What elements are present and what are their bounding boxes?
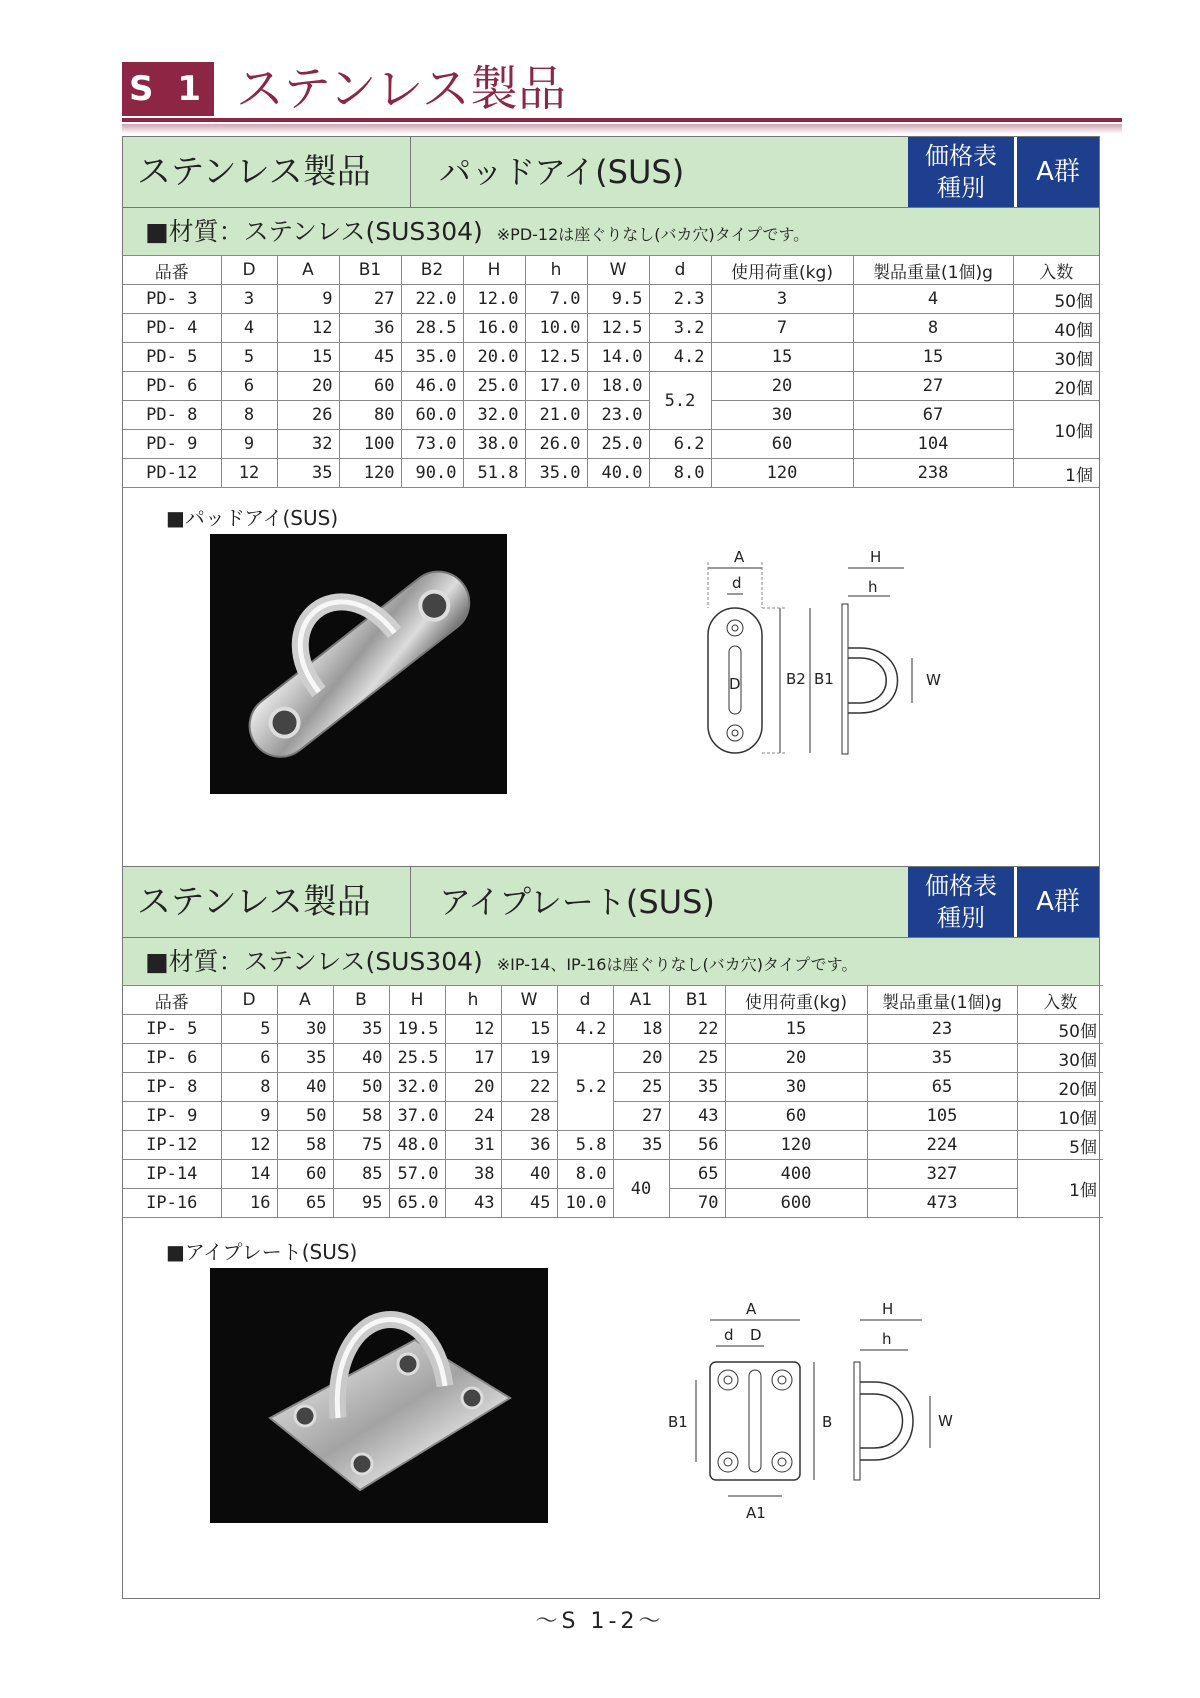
column-header: 使用荷重(kg) (711, 256, 853, 285)
pad-eye-note: ※PD-12は座ぐりなし(バカ穴)タイプです。 (496, 225, 810, 244)
table-cell: IP- 8 (123, 1073, 221, 1102)
table-cell: 50個 (1017, 1015, 1103, 1044)
table-cell: 35 (277, 459, 339, 488)
page-title: ステンレス製品 (236, 61, 567, 117)
eye-plate-dimension-diagram (668, 1300, 968, 1530)
table-cell: 17.0 (525, 372, 587, 401)
eye-plate-price-type-label (908, 867, 1014, 937)
table-cell: 32 (277, 430, 339, 459)
table-cell: 40 (501, 1160, 557, 1189)
table-cell: 67 (853, 401, 1013, 430)
table-cell: 12 (221, 459, 277, 488)
table-cell: 35.0 (401, 343, 463, 372)
price-label-line-2: 種別 (937, 174, 985, 202)
table-cell: 6 (221, 1044, 277, 1073)
table-cell: 36 (501, 1131, 557, 1160)
table-row (123, 314, 1099, 343)
dimension-label-a: A (746, 1300, 757, 1318)
table-cell: 21.0 (525, 401, 587, 430)
pad-eye-spec-table (123, 255, 1099, 488)
table-cell: 50 (333, 1073, 389, 1102)
eye-plate-title-bar (123, 867, 1099, 937)
table-cell: 4 (221, 314, 277, 343)
table-cell: PD- 5 (123, 343, 221, 372)
price-label-line-2: 種別 (937, 904, 985, 932)
table-row (123, 1044, 1103, 1073)
table-cell: 10.0 (557, 1189, 613, 1218)
column-header: B (333, 986, 389, 1015)
table-cell: 27 (853, 372, 1013, 401)
table-cell: 35 (333, 1015, 389, 1044)
table-cell: 14 (221, 1160, 277, 1189)
column-header: d (557, 986, 613, 1015)
column-header: 使用荷重(kg) (725, 986, 867, 1015)
column-header: B1 (339, 256, 401, 285)
table-cell: 120 (725, 1131, 867, 1160)
table-cell: 6 (221, 372, 277, 401)
dimension-label-d-small: d (724, 1326, 734, 1344)
table-cell: 400 (725, 1160, 867, 1189)
table-cell: 15 (711, 343, 853, 372)
column-header: D (221, 256, 277, 285)
table-cell: 9 (277, 285, 339, 314)
dimension-label-d-large: D (729, 675, 741, 693)
pad-eye-photo-caption: ■パッドアイ(SUS) (166, 506, 339, 530)
table-cell: 26.0 (525, 430, 587, 459)
eye-plate-photo-caption: ■アイプレート(SUS) (166, 1240, 358, 1264)
table-cell: 30個 (1013, 343, 1099, 372)
column-header: A (277, 986, 333, 1015)
table-cell: 120 (339, 459, 401, 488)
table-cell: 10個 (1017, 1102, 1103, 1131)
table-cell: 100 (339, 430, 401, 459)
table-cell: 3.2 (649, 314, 711, 343)
table-cell: 30個 (1017, 1044, 1103, 1073)
table-row (123, 1073, 1103, 1102)
table-cell: 50個 (1013, 285, 1099, 314)
table-cell: 50 (277, 1102, 333, 1131)
dimension-label-b1: B1 (814, 670, 834, 688)
table-cell: 8.0 (557, 1160, 613, 1189)
eye-plate-product-name: アイプレート(SUS) (411, 867, 908, 937)
eye-plate-note: ※IP-14、IP-16は座ぐりなし(バカ穴)タイプです。 (496, 955, 858, 974)
pad-eye-price-type-label (908, 137, 1014, 207)
table-row (123, 1102, 1103, 1131)
table-row (123, 401, 1099, 430)
table-cell: 51.8 (463, 459, 525, 488)
table-cell: 20 (277, 372, 339, 401)
table-cell: 60 (339, 372, 401, 401)
table-cell: IP- 5 (123, 1015, 221, 1044)
table-cell: 473 (867, 1189, 1017, 1218)
table-cell: 15 (277, 343, 339, 372)
eye-plate-price-group: A群 (1014, 867, 1099, 937)
table-cell: PD- 4 (123, 314, 221, 343)
table-cell: 45 (501, 1189, 557, 1218)
table-cell: 7 (711, 314, 853, 343)
eye-plate-material: ■材質：ステンレス(SUS304) (145, 947, 483, 976)
table-cell: 28 (501, 1102, 557, 1131)
table-cell: 22.0 (401, 285, 463, 314)
table-cell: 8.0 (649, 459, 711, 488)
price-label-line-1: 価格表 (925, 142, 997, 170)
column-header: W (587, 256, 649, 285)
table-cell: 56 (669, 1131, 725, 1160)
dimension-label-w: W (926, 671, 941, 689)
table-cell: 25.5 (389, 1044, 445, 1073)
table-cell: 25.0 (587, 430, 649, 459)
table-cell: 60 (711, 430, 853, 459)
column-header: 製品重量(1個)g (853, 256, 1013, 285)
table-cell: 5個 (1017, 1131, 1103, 1160)
table-cell: 43 (445, 1189, 501, 1218)
eye-plate-photo (210, 1268, 548, 1523)
table-cell: 6.2 (649, 430, 711, 459)
table-cell: 19 (501, 1044, 557, 1073)
table-cell: 8 (853, 314, 1013, 343)
table-cell: 40 (277, 1073, 333, 1102)
table-cell: 15 (501, 1015, 557, 1044)
table-cell-merged: 10個 (1013, 401, 1099, 459)
table-cell: 20 (725, 1044, 867, 1073)
table-cell: 4 (853, 285, 1013, 314)
table-cell: 25 (669, 1044, 725, 1073)
dimension-label-d-small: d (732, 574, 742, 592)
table-cell: 4.2 (557, 1015, 613, 1044)
table-cell: 80 (339, 401, 401, 430)
table-cell: 32.0 (463, 401, 525, 430)
table-cell: 60 (277, 1160, 333, 1189)
table-cell: 22 (669, 1015, 725, 1044)
table-cell: 27 (339, 285, 401, 314)
table-cell: 30 (711, 401, 853, 430)
table-cell: 20 (711, 372, 853, 401)
column-header: 製品重量(1個)g (867, 986, 1017, 1015)
table-cell: 65 (867, 1073, 1017, 1102)
table-cell: 3 (221, 285, 277, 314)
pad-eye-title-bar (123, 137, 1099, 207)
column-header: 品番 (123, 256, 221, 285)
table-cell: 38 (445, 1160, 501, 1189)
pad-eye-material-row (123, 207, 1099, 255)
table-cell: 60.0 (401, 401, 463, 430)
table-cell: 35.0 (525, 459, 587, 488)
table-cell: 40.0 (587, 459, 649, 488)
table-cell: 15 (725, 1015, 867, 1044)
table-cell: 7.0 (525, 285, 587, 314)
table-cell: 16.0 (463, 314, 525, 343)
table-cell: 5.8 (557, 1131, 613, 1160)
table-cell: 30 (277, 1015, 333, 1044)
column-header: A1 (613, 986, 669, 1015)
table-cell: 12 (221, 1131, 277, 1160)
table-cell: 8 (221, 1073, 277, 1102)
table-cell: 28.5 (401, 314, 463, 343)
table-cell: 48.0 (389, 1131, 445, 1160)
table-cell: IP- 6 (123, 1044, 221, 1073)
table-cell: 35 (277, 1044, 333, 1073)
header-rule-shadow (122, 124, 1122, 134)
table-cell: 75 (333, 1131, 389, 1160)
column-header: W (501, 986, 557, 1015)
table-cell-merged: 40 (613, 1160, 669, 1218)
table-cell: 20個 (1013, 372, 1099, 401)
column-header: 品番 (123, 986, 221, 1015)
dimension-label-b: B (822, 1413, 833, 1431)
dimension-label-w: W (938, 1412, 953, 1430)
table-cell: 12.0 (463, 285, 525, 314)
column-header: d (649, 256, 711, 285)
table-cell: 58 (333, 1102, 389, 1131)
table-cell: 3 (711, 285, 853, 314)
pad-eye-product-name: パッドアイ(SUS) (411, 137, 908, 207)
table-cell: 23 (867, 1015, 1017, 1044)
column-header: A (277, 256, 339, 285)
pad-eye-category: ステンレス製品 (123, 137, 411, 207)
table-cell: 8 (221, 401, 277, 430)
table-cell: 600 (725, 1189, 867, 1218)
table-cell: IP-12 (123, 1131, 221, 1160)
table-cell: 20 (613, 1044, 669, 1073)
eye-plate-material-row (123, 937, 1099, 985)
table-cell: 12.5 (587, 314, 649, 343)
dimension-label-a1: A1 (746, 1504, 766, 1522)
table-cell: 37.0 (389, 1102, 445, 1131)
table-cell: 9.5 (587, 285, 649, 314)
dimension-label-h-small: h (882, 1330, 892, 1348)
table-cell: 35 (669, 1073, 725, 1102)
table-cell: 20個 (1017, 1073, 1103, 1102)
table-cell: 104 (853, 430, 1013, 459)
table-cell: 73.0 (401, 430, 463, 459)
table-cell-merged: 5.2 (557, 1044, 613, 1131)
table-row (123, 372, 1099, 401)
table-cell: 20.0 (463, 343, 525, 372)
table-cell: 65 (277, 1189, 333, 1218)
column-header: h (445, 986, 501, 1015)
table-cell: 38.0 (463, 430, 525, 459)
dimension-label-h-small: h (868, 578, 878, 596)
table-cell: 24 (445, 1102, 501, 1131)
table-cell: 12.5 (525, 343, 587, 372)
table-cell: 27 (613, 1102, 669, 1131)
table-cell: IP- 9 (123, 1102, 221, 1131)
table-cell: 45 (339, 343, 401, 372)
table-cell: 65 (669, 1160, 725, 1189)
table-cell: 95 (333, 1189, 389, 1218)
table-cell: 57.0 (389, 1160, 445, 1189)
table-cell: 19.5 (389, 1015, 445, 1044)
section-badge: S 1 (122, 62, 214, 116)
column-header: H (389, 986, 445, 1015)
table-cell: 70 (669, 1189, 725, 1218)
pad-eye-price-group: A群 (1014, 137, 1099, 207)
table-cell: 16 (221, 1189, 277, 1218)
table-row (123, 1015, 1103, 1044)
table-cell: PD-12 (123, 459, 221, 488)
table-cell: 58 (277, 1131, 333, 1160)
table-cell: IP-16 (123, 1189, 221, 1218)
pad-eye-dimension-diagram (690, 548, 950, 758)
table-cell: 25 (613, 1073, 669, 1102)
column-header: H (463, 256, 525, 285)
table-row (123, 430, 1099, 459)
table-cell: 35 (613, 1131, 669, 1160)
table-cell: 36 (339, 314, 401, 343)
table-cell: 10.0 (525, 314, 587, 343)
pad-eye-material: ■材質：ステンレス(SUS304) (145, 217, 483, 246)
page-number: ～S 1-2～ (535, 1609, 665, 1634)
eye-plate-category: ステンレス製品 (123, 867, 411, 937)
table-cell: 2.3 (649, 285, 711, 314)
table-cell: 327 (867, 1160, 1017, 1189)
table-cell: 65.0 (389, 1189, 445, 1218)
pad-eye-photo (210, 534, 507, 794)
table-cell: 60 (725, 1102, 867, 1131)
table-cell: PD- 9 (123, 430, 221, 459)
table-cell: 26 (277, 401, 339, 430)
dimension-label-b1: B1 (668, 1413, 688, 1431)
table-cell: 18.0 (587, 372, 649, 401)
table-cell: 9 (221, 430, 277, 459)
table-cell: 5 (221, 343, 277, 372)
table-cell: 85 (333, 1160, 389, 1189)
table-cell: 12 (445, 1015, 501, 1044)
table-header-row (123, 986, 1103, 1015)
table-row (123, 459, 1099, 488)
column-header: h (525, 256, 587, 285)
column-header: B2 (401, 256, 463, 285)
table-cell: 35 (867, 1044, 1017, 1073)
table-row (123, 1160, 1103, 1189)
table-cell: 15 (853, 343, 1013, 372)
header-rule (122, 118, 1122, 122)
table-cell: 105 (867, 1102, 1017, 1131)
table-cell: 14.0 (587, 343, 649, 372)
price-label-line-1: 価格表 (925, 872, 997, 900)
table-cell: PD- 8 (123, 401, 221, 430)
table-cell: IP-14 (123, 1160, 221, 1189)
column-header: 入数 (1013, 256, 1099, 285)
dimension-label-b2: B2 (786, 670, 806, 688)
table-cell: 30 (725, 1073, 867, 1102)
dimension-label-d-large: D (750, 1326, 762, 1344)
table-cell: 17 (445, 1044, 501, 1073)
table-cell: 32.0 (389, 1073, 445, 1102)
table-cell: 238 (853, 459, 1013, 488)
table-cell: 9 (221, 1102, 277, 1131)
table-cell: 22 (501, 1073, 557, 1102)
table-row (123, 1131, 1103, 1160)
table-cell: 12 (277, 314, 339, 343)
table-cell: 4.2 (649, 343, 711, 372)
table-cell: 90.0 (401, 459, 463, 488)
table-cell: 224 (867, 1131, 1017, 1160)
table-cell: 31 (445, 1131, 501, 1160)
column-header: D (221, 986, 277, 1015)
dimension-label-h-large: H (870, 548, 882, 566)
table-cell-merged: 5.2 (649, 372, 711, 430)
dimension-label-a: A (734, 548, 745, 566)
table-row (123, 343, 1099, 372)
table-cell: 43 (669, 1102, 725, 1131)
eye-plate-spec-table (123, 985, 1103, 1218)
table-cell: 46.0 (401, 372, 463, 401)
table-cell: 120 (711, 459, 853, 488)
table-cell: 1個 (1013, 459, 1099, 488)
table-cell: 40 (333, 1044, 389, 1073)
table-cell: 23.0 (587, 401, 649, 430)
table-cell: PD- 6 (123, 372, 221, 401)
table-header-row (123, 256, 1099, 285)
table-cell: 25.0 (463, 372, 525, 401)
table-cell: 20 (445, 1073, 501, 1102)
table-cell-merged: 1個 (1017, 1160, 1103, 1218)
table-cell: 18 (613, 1015, 669, 1044)
dimension-label-h-large: H (882, 1300, 894, 1318)
column-header: B1 (669, 986, 725, 1015)
table-cell: 5 (221, 1015, 277, 1044)
table-row (123, 285, 1099, 314)
table-cell: 40個 (1013, 314, 1099, 343)
column-header: 入数 (1017, 986, 1103, 1015)
table-cell: PD- 3 (123, 285, 221, 314)
